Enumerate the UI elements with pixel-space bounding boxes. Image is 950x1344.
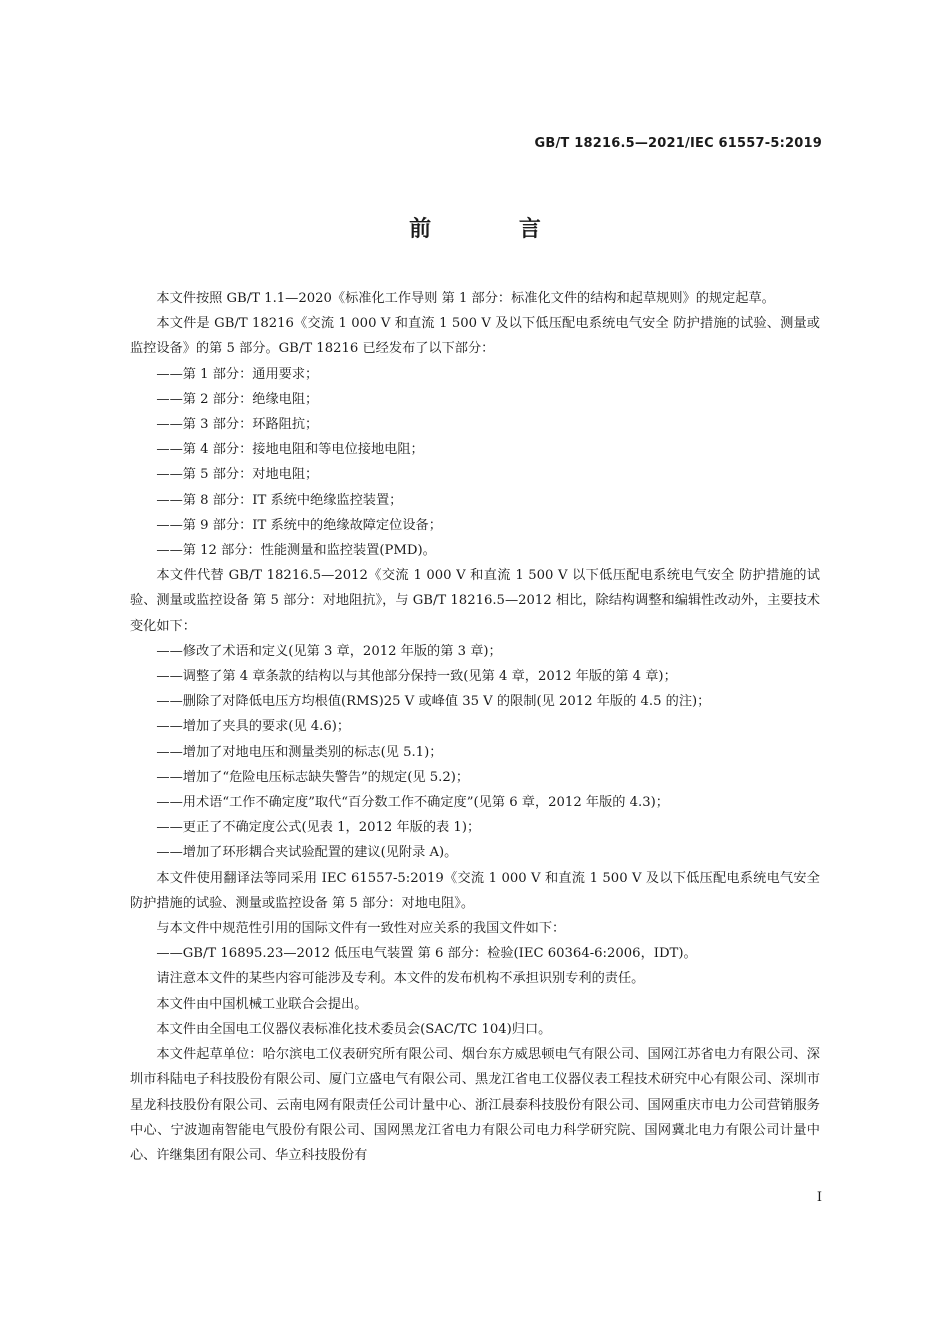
list-item-part: ——第 1 部分：通用要求； (156, 366, 319, 382)
list-item-part: ——第 8 部分：IT 系统中绝缘监控装置； (156, 492, 403, 508)
list-item-change: ——增加了“危险电压标志缺失警告”的规定(见 5.2)； (156, 769, 470, 785)
list-item-change: ——修改了术语和定义(见第 3 章，2012 年版的第 3 章)； (156, 643, 502, 659)
paragraph-adoption: 本文件使用翻译法等同采用 IEC 61557-5:2019《交流 1 000 V 和直流 1 500 V 及以下低压配电系统电气安全 防护措施的试验、测量或监控设备 第 5 部分：对地电阻》。 (130, 870, 820, 911)
paragraph-committee: 本文件由全国电工仪器仪表标准化技术委员会(SAC/TC 104)归口。 (156, 1021, 552, 1037)
list-item-change: ——增加了对地电压和测量类别的标志(见 5.1)； (156, 744, 443, 760)
list-item-part: ——第 9 部分：IT 系统中的绝缘故障定位设备； (156, 517, 442, 533)
list-item-change: ——删除了对降低电压方均根值(RMS)25 V 或峰值 35 V 的限制(见 2012 年版的 4.5 的注)； (156, 694, 711, 710)
paragraph-replaces: 本文件代替 GB/T 18216.5—2012《交流 1 000 V 和直流 1 500 V 以下低压配电系统电气安全 防护措施的试验、测量或监控设备 第 5 部分：对地阻抗》，与 GB/T 18216.5—2012 相比，除结构调整和编辑性改动外，主要技术变化如下： (130, 568, 820, 634)
list-item-part: ——第 12 部分：性能测量和监控装置(PMD)。 (156, 543, 436, 559)
foreword-body (130, 286, 820, 1168)
list-item-change: ——用术语“工作不确定度”取代“百分数工作不确定度”(见第 6 章，2012 年版的 4.3)； (156, 795, 669, 811)
paragraph-drafting-units: 本文件起草单位：哈尔滨电工仪表研究所有限公司、烟台东方威思顿电气有限公司、国网江苏省电力有限公司、深圳市科陆电子科技股份有限公司、厦门立盛电气有限公司、黑龙江省电工仪器仪表工程技术研究中心有限公司、深圳市星龙科技股份有限公司、云南电网有限责任公司计量中心、浙江晨泰科技股份有限公司、国网重庆市电力公司营销服务中心、宁波迦南智能电气股份有限公司、国网黑龙江省电力有限公司电力科学研究院、国网冀北电力有限公司计量中心、许继集团有限公司、华立科技股份有 (130, 1047, 820, 1163)
page-title: 前 言 (409, 217, 581, 242)
list-item-change: ——增加了夹具的要求(见 4.6)； (156, 719, 351, 735)
paragraph-references-intro: 与本文件中规范性引用的国际文件有一致性对应关系的我国文件如下： (156, 921, 566, 937)
list-item-change: ——更正了不确定度公式(见表 1，2012 年版的表 1)； (156, 820, 481, 836)
standard-code: GB/T 18216.5—2021/IEC 61557-5:2019 (534, 136, 822, 151)
paragraph-drafting-rules: 本文件按照 GB/T 1.1—2020《标准化工作导则 第 1 部分：标准化文件的结构和起草规则》的规定起草。 (156, 291, 775, 306)
list-item-reference: ——GB/T 16895.23—2012 低压电气装置 第 6 部分：检验(IEC 60364-6:2006，IDT)。 (156, 946, 697, 962)
paragraph-patent-notice: 请注意本文件的某些内容可能涉及专利。本文件的发布机构不承担识别专利的责任。 (156, 971, 645, 987)
paragraph-proposer: 本文件由中国机械工业联合会提出。 (156, 996, 368, 1012)
list-item-part: ——第 2 部分：绝缘电阻； (156, 391, 319, 407)
list-item-part: ——第 3 部分：环路阻抗； (156, 417, 319, 433)
list-item-part: ——第 4 部分：接地电阻和等电位接地电阻； (156, 442, 424, 458)
list-item-change: ——增加了环形耦合夹试验配置的建议(见附录 A)。 (156, 845, 458, 861)
list-item-part: ——第 5 部分：对地电阻； (156, 467, 319, 483)
page-number: I (816, 1190, 822, 1205)
list-item-change: ——调整了第 4 章条款的结构以与其他部分保持一致(见第 4 章，2012 年版的第 4 章)； (156, 669, 677, 685)
paragraph-series-intro: 本文件是 GB/T 18216《交流 1 000 V 和直流 1 500 V 及以下低压配电系统电气安全 防护措施的试验、测量或监控设备》的第 5 部分。GB/T 18216 已经发布了以下部分： (130, 316, 820, 357)
